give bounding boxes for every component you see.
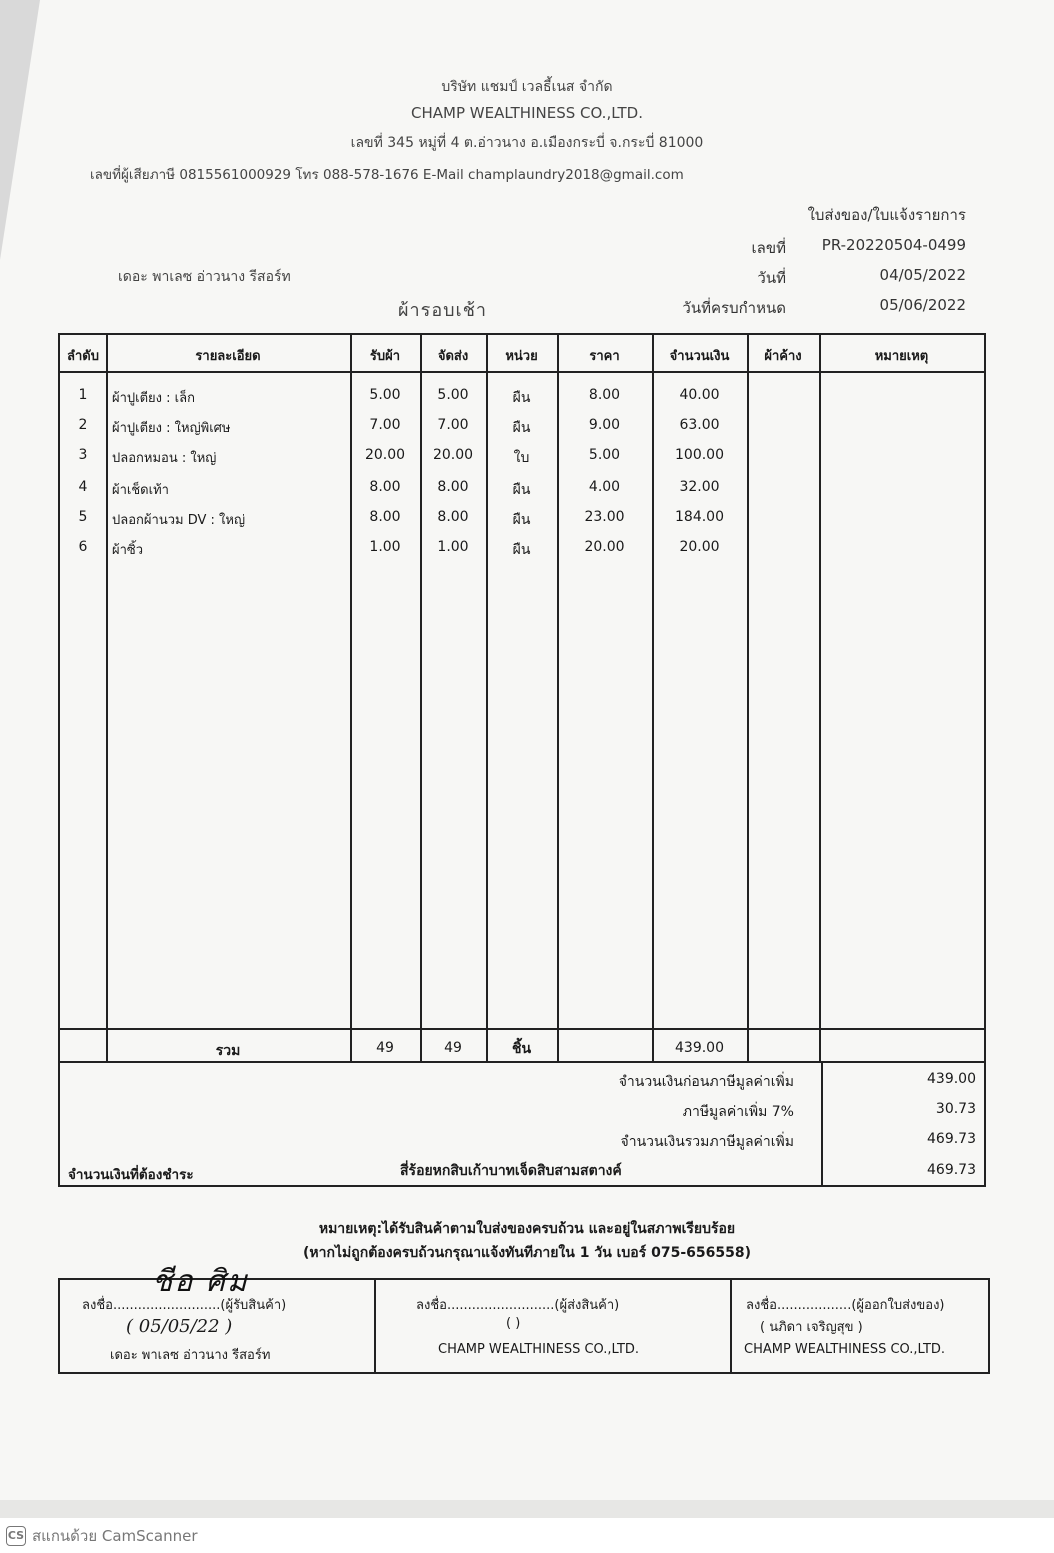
pretax-label: จำนวนเงินก่อนภาษีมูลค่าเพิ่ม — [618, 1074, 794, 1090]
row-received: 8.00 — [369, 509, 401, 525]
row-no: 1 — [78, 387, 88, 403]
column-divider — [557, 335, 559, 1061]
row-unit: ผืน — [512, 542, 531, 558]
row-price: 8.00 — [588, 387, 621, 403]
row-no: 3 — [78, 447, 88, 463]
total-unit: ชิ้น — [511, 1041, 532, 1057]
doc-number-label: เลขที่ — [751, 239, 786, 257]
header-outstanding: ผ้าค้าง — [764, 349, 802, 364]
row-desc: ปลอกผ้านวม DV : ใหญ่ — [112, 513, 246, 528]
row-desc: ผ้าเช็ดเท้า — [112, 483, 169, 498]
issuer-name: ( นภิดา เจริญสุข ) — [760, 1320, 863, 1335]
column-divider — [486, 335, 488, 1061]
sender-org: CHAMP WEALTHINESS CO.,LTD. — [438, 1342, 640, 1357]
payable-in-words: สี่ร้อยหกสิบเก้าบาทเจ็ดสิบสามสตางค์ — [400, 1163, 622, 1179]
row-price: 4.00 — [588, 479, 621, 495]
receipt-note: หมายเหตุ:ได้รับสินค้าตามใบส่งของครบถ้วน และอยู่ในสภาพเรียบร้อย — [318, 1221, 736, 1237]
total-received: 49 — [376, 1040, 394, 1056]
column-divider — [350, 335, 352, 1061]
total-divider — [60, 1028, 984, 1030]
company-name-th: บริษัท แชมป์ เวลธี้เนส จำกัด — [441, 79, 613, 95]
payable-value: 469.73 — [927, 1162, 976, 1178]
header-divider — [60, 371, 984, 373]
total-label: รวม — [215, 1043, 241, 1059]
receiver-signature-label: ลงชื่อ..........................(ผู้รับสินค้า) — [82, 1298, 287, 1313]
total-amount: 439.00 — [675, 1040, 724, 1056]
doc-due-label: วันที่ครบกำหนด — [682, 299, 786, 317]
company-name-en: CHAMP WEALTHINESS CO.,LTD. — [411, 104, 643, 122]
row-price: 5.00 — [588, 447, 621, 463]
row-received: 20.00 — [364, 447, 406, 463]
summary-divider — [821, 1063, 823, 1185]
pretax-value: 439.00 — [927, 1071, 976, 1087]
row-amount: 63.00 — [679, 417, 720, 433]
row-unit: ผืน — [512, 512, 531, 528]
header-received: รับผ้า — [369, 349, 401, 364]
signature-divider — [730, 1280, 732, 1372]
row-amount: 40.00 — [679, 387, 720, 403]
row-no: 2 — [78, 417, 88, 433]
document-subject: ผ้ารอบเช้า — [398, 300, 488, 321]
total-with-vat-label: จำนวนเงินรวมภาษีมูลค่าเพิ่ม — [620, 1134, 794, 1150]
row-sent: 5.00 — [437, 387, 469, 403]
row-unit: ผืน — [512, 390, 531, 406]
receiver-date: ( 05/05/22 ) — [126, 1316, 233, 1337]
issuer-signature-label: ลงชื่อ..................(ผู้ออกใบส่งของ) — [746, 1298, 945, 1313]
doc-date: 04/05/2022 — [879, 266, 966, 284]
row-sent: 8.00 — [437, 479, 469, 495]
total-with-vat-value: 469.73 — [927, 1131, 976, 1147]
row-amount: 20.00 — [679, 539, 720, 555]
total-sent: 49 — [444, 1040, 462, 1056]
row-no: 4 — [78, 479, 88, 495]
company-contact: เลขที่ผู้เสียภาษี 0815561000929 โทร 088-578-1676 E-Mail champlaundry2018@gmail.com — [90, 167, 684, 183]
row-price: 20.00 — [584, 539, 625, 555]
doc-number: PR-20220504-0499 — [821, 236, 966, 254]
signature-box — [58, 1264, 990, 1374]
column-divider — [420, 335, 422, 1061]
payable-label: จำนวนเงินที่ต้องชำระ — [68, 1167, 194, 1183]
column-divider — [819, 335, 821, 1061]
row-sent: 7.00 — [437, 417, 469, 433]
doc-due-date: 05/06/2022 — [879, 296, 966, 314]
signature-divider — [374, 1280, 376, 1372]
column-divider — [652, 335, 654, 1061]
doc-date-label: วันที่ — [757, 269, 786, 287]
row-price: 9.00 — [588, 417, 621, 433]
row-received: 5.00 — [369, 387, 401, 403]
row-unit: ผืน — [512, 482, 531, 498]
receipt-note-contact: (หากไม่ถูกต้องครบถ้วนกรุณาแจ้งทันทีภายใน 1 วัน เบอร์ 075-656558) — [303, 1245, 751, 1261]
row-price: 23.00 — [584, 509, 625, 525]
customer-name: เดอะ พาเลซ อ่าวนาง รีสอร์ท — [118, 269, 291, 285]
header-price: ราคา — [589, 349, 620, 364]
paper-edge — [0, 1500, 1054, 1518]
row-received: 8.00 — [369, 479, 401, 495]
camscanner-icon: CS — [6, 1526, 26, 1546]
column-divider — [747, 335, 749, 1061]
scanner-watermark — [6, 1524, 198, 1548]
scanner-brand-text: สแกนด้วย CamScanner — [32, 1527, 198, 1545]
row-desc: ผ้าปูเตียง : เล็ก — [112, 391, 195, 406]
folded-corner — [0, 0, 40, 260]
company-address: เลขที่ 345 หมู่ที่ 4 ต.อ่าวนาง อ.เมืองกระบี่ จ.กระบี่ 81000 — [350, 135, 704, 151]
row-sent: 20.00 — [432, 447, 474, 463]
row-amount: 32.00 — [679, 479, 720, 495]
row-no: 6 — [78, 539, 88, 555]
header-amount: จำนวนเงิน — [669, 349, 730, 364]
header-no: ลำดับ — [67, 349, 99, 364]
row-sent: 1.00 — [437, 539, 469, 555]
header-sent: จัดส่ง — [437, 349, 469, 364]
row-sent: 8.00 — [437, 509, 469, 525]
column-divider — [106, 335, 108, 1061]
row-desc: ผ้าปูเตียง : ใหญ่พิเศษ — [112, 421, 231, 436]
row-desc: ผ้าซิ้ว — [112, 543, 144, 558]
vat-label: ภาษีมูลค่าเพิ่ม 7% — [682, 1104, 794, 1120]
row-desc: ปลอกหมอน : ใหญ่ — [112, 451, 217, 466]
row-amount: 184.00 — [675, 509, 724, 525]
sender-name: ( ) — [506, 1316, 521, 1331]
handwritten-signature: ชีอ ศิม — [152, 1264, 249, 1299]
row-no: 5 — [78, 509, 88, 525]
row-unit: ผืน — [512, 420, 531, 436]
vat-value: 30.73 — [935, 1101, 976, 1117]
sender-signature-label: ลงชื่อ..........................(ผู้ส่งสินค้า) — [416, 1298, 620, 1313]
row-amount: 100.00 — [675, 447, 724, 463]
header-desc: รายละเอียด — [195, 349, 261, 364]
row-received: 7.00 — [369, 417, 401, 433]
header-remark: หมายเหตุ — [874, 349, 929, 364]
header-unit: หน่วย — [505, 349, 538, 364]
issuer-org: CHAMP WEALTHINESS CO.,LTD. — [744, 1342, 946, 1357]
summary-box — [58, 1063, 986, 1187]
row-unit: ใบ — [513, 450, 530, 466]
document-type: ใบส่งของ/ใบแจ้งรายการ — [807, 206, 966, 224]
row-received: 1.00 — [369, 539, 401, 555]
receiver-org: เดอะ พาเลซ อ่าวนาง รีสอร์ท — [110, 1348, 271, 1363]
items-table — [58, 333, 986, 1063]
